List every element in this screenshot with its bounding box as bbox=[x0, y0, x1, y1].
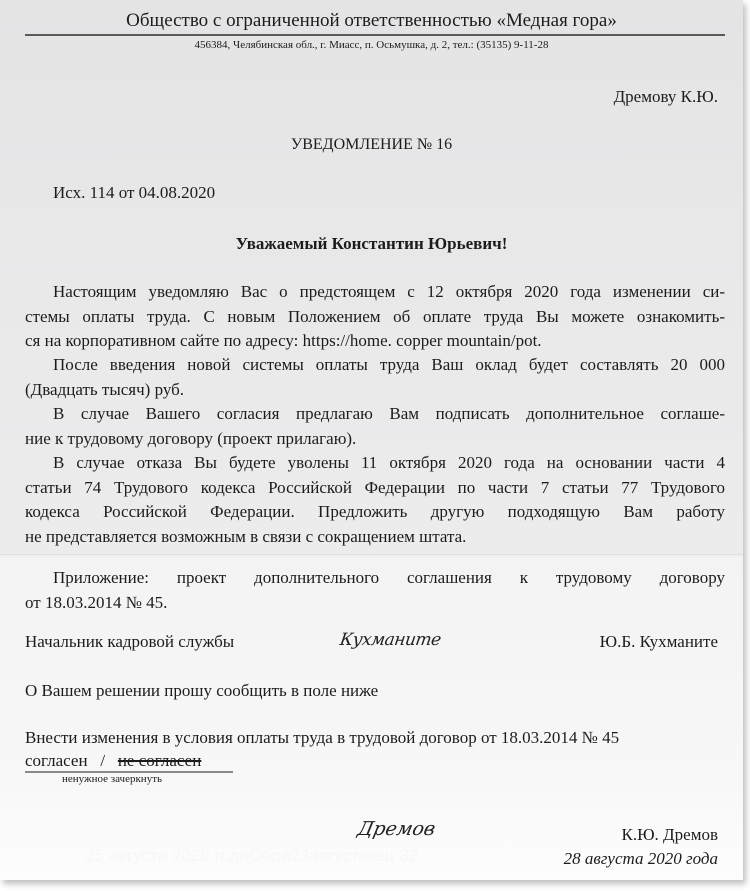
text-line: от 18.03.2014 № 45. bbox=[25, 592, 168, 612]
text-line: стемы оплаты труда. С новым Положением об оплате труда Вы можете ознакомить- bbox=[25, 306, 725, 326]
recipient-signature: Дремов bbox=[355, 818, 438, 840]
text-line: статьи 74 Трудового кодекса Российской Федерации по части 7 статьи 77 Трудового bbox=[25, 477, 725, 497]
choice-hint: ненужное зачеркнуть bbox=[62, 773, 163, 785]
response-choice bbox=[25, 751, 201, 771]
text-line: не представляется возможным в связи с сокращением штата. bbox=[25, 526, 467, 546]
paragraph-consent bbox=[25, 402, 725, 451]
attachment-note bbox=[25, 566, 725, 615]
text-line: Приложение: проект дополнительного соглашения к трудовому договору bbox=[53, 568, 725, 587]
organization-address: 456384, Челябинская обл., г. Миасс, п. Осьмушка, д. 2, тел.: (35135) 9-11-28 bbox=[194, 39, 549, 51]
choice-separator: / bbox=[100, 751, 106, 770]
organization-name: Общество с ограниченной ответственностью «Медная гора» bbox=[126, 10, 617, 31]
recipient-name: К.Ю. Дремов bbox=[621, 825, 718, 844]
outgoing-reference: Исх. 114 от 04.08.2020 bbox=[53, 183, 216, 202]
paragraph-refusal bbox=[25, 451, 725, 549]
paragraph-notification bbox=[25, 280, 725, 354]
paragraph-salary bbox=[25, 353, 725, 402]
decision-prompt: О Вашем решении прошу сообщить в поле ниже bbox=[25, 681, 379, 700]
response-statement: Внести изменения в условия оплаты труда в трудовой договор от 18.03.2014 № 45 bbox=[25, 728, 620, 747]
addressee: Дремову К.Ю. bbox=[613, 87, 718, 106]
text-line: ся на корпоративном сайте по адресу: https://home. copper mountain/pot. bbox=[25, 331, 542, 350]
text-line: (Двадцать тысяч) руб. bbox=[25, 379, 185, 399]
recipient-date: 28 августа 2020 года bbox=[563, 849, 718, 868]
document-title: УВЕДОМЛЕНИЕ № 16 bbox=[290, 136, 453, 153]
text-line: В случае Вашего согласия предлагаю Вам подписать дополнительное соглаше- bbox=[53, 404, 725, 423]
text-line: В случае отказа Вы будете уволены 11 октября 2020 года на основании части 4 bbox=[53, 453, 725, 472]
signer-name: Ю.Б. Кухманите bbox=[599, 632, 718, 651]
signer-position: Начальник кадровой службы bbox=[25, 632, 235, 651]
letterhead-divider bbox=[25, 34, 725, 36]
text-line: ние к трудовому договору (проект прилагаю). bbox=[25, 428, 357, 448]
salutation: Уважаемый Константин Юрьевич! bbox=[235, 234, 508, 253]
ghost-watermark-text: 25 августа 2020 годаОбра23августазец 32 bbox=[85, 846, 419, 865]
text-line: Настоящим уведомляю Вас о предстоящем с 12 октября 2020 года изменении си- bbox=[53, 282, 725, 301]
signer-signature: Кухманите bbox=[338, 630, 443, 650]
text-line: кодекса Российской Федерации. Предложить другую подходящую Вам работу bbox=[25, 502, 725, 521]
choice-agree: согласен bbox=[25, 751, 88, 770]
page-fold-line bbox=[0, 554, 743, 556]
choice-disagree-struck: не согласен bbox=[117, 751, 202, 770]
text-line: После введения новой системы оплаты труда Ваш оклад будет составлять 20 000 bbox=[53, 355, 725, 374]
